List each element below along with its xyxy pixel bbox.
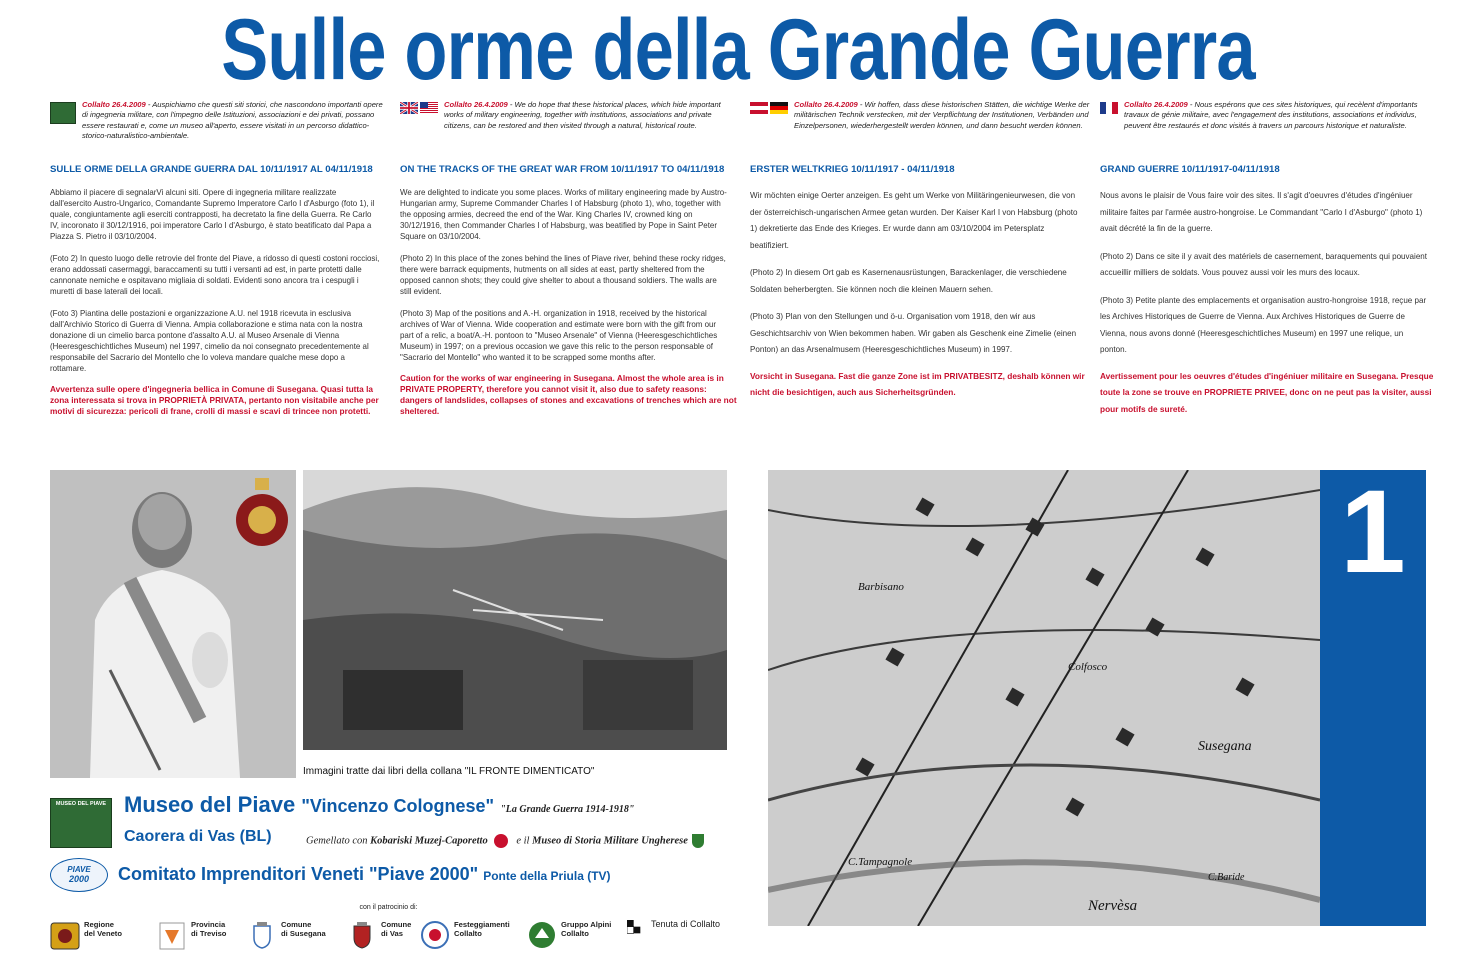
paragraph-photo2: (Photo 2) Dans ce site il y avait des matériels de casernement, baraquements qui pouvaient accueillir milliers de soldats. Vous pouvez aussi voir les murs des locaux. (1100, 250, 1428, 277)
warning-text: Vorsicht in Susegana. Fast die ganze Zone ist im PRIVATBESITZ, deshalb können wir nicht die besichtigen, auch aus Sicherheitsgründen. (750, 370, 1085, 397)
paragraph-photo3: (Photo 3) Map of the positions and A.-H. organization in 1918, received by the historical archives of War of Vienna. Wide cooperation and estimate were born with the gift from our part of a relic, a boat/A.-H. pontoon to "Museo Arsenale" of Vienna (Heeresgeschichtliches Museum) in 1997; on a previous occasion we gave this relic to the person responsable of "Sacrario del Montello" who wanted it to be scrapped some months after. (400, 309, 718, 362)
military-map-photo (768, 470, 1320, 926)
museum-name: Museo del Piave (124, 792, 296, 817)
warning-text: Avvertenza sulle opere d'ingegneria bellica in Comune di Susegana. Quasi tutta la zona interessata si trova in PROPRIETÀ PRIVATA, pertanto non visitabile anche per motivi di sicurezza: pericoli di frane, crolli di massi e scavi di trincee non protetti. (50, 384, 379, 416)
intro-block (400, 100, 740, 156)
column-heading: GRAND GUERRE 10/11/1917-04/11/1918 (1100, 164, 1280, 175)
piave-2000-logo: PIAVE 2000 (50, 858, 108, 892)
sponsor-tenuta-collalto: Tenuta di Collalto (627, 920, 720, 940)
column-heading: SULLE ORME DELLA GRANDE GUERRA DAL 10/11/1917 AL 04/11/1918 (50, 164, 373, 175)
museum-emblem-icon (50, 100, 76, 156)
paragraph-photo3: (Photo 3) Petite plante des emplacements et organisation austro-hongroise 1918, reçue par les Archives Historiques de Guerre de Vienna. Aux Archives Historiques de Guerre de Vienna, nous avons donné (Heeresgeschichtliches Museum) en 1997 une relique, un ponton. (1100, 294, 1427, 354)
paragraph-photo3: (Photo 3) Plan von den Stellungen und ö-u. Organisation vom 1918, den wir aus Geschichtsarchiv von Wien bekommen haben. Wir gaben als Geschenk eine Zimelie (einen Ponton) an das Arsenalmusem (Heeresgeschichtliches Museum) in 1997. (750, 311, 1077, 354)
paragraph-photo1: Nous avons le plaisir de Vous faire voir des sites. Il s'agit d'oeuvres d'études d'ingéniuer militaire faites par l'armée austro-hongroise. Le Commandant "Carlo I d'Asburgo" (photo 1) avait décrété la fin de la guerre. (1100, 190, 1423, 233)
intro-lead: Collalto 26.4.2009 (82, 100, 146, 109)
map-label: Nervèsa (1088, 898, 1138, 914)
emperor-portrait-photo (50, 470, 296, 778)
map-label: Colfosco (1068, 661, 1108, 673)
seal-icon (494, 834, 508, 848)
france-flag-icon (1100, 100, 1118, 156)
museum-quote: "Vincenzo Colognese" (301, 796, 495, 816)
comune-vas-crest-icon (347, 920, 377, 950)
hungary-crest-icon (692, 834, 704, 848)
uk-us-flags-icon (400, 100, 438, 156)
festeggiamenti-collalto-icon (420, 920, 450, 950)
map-label: Susegana (1198, 739, 1252, 754)
museum-place: Caorera di Vas (BL) (124, 828, 272, 845)
column-english (400, 100, 740, 417)
warning-text: Avertissement pour les oeuvres d'études d'ingéniuer militaire en Susegana. Presque toute la zone se trouve en PROPRIETE PRIVEE, donc on ne peut pas la visiter, aussi pour motifs de sureté. (1100, 370, 1434, 414)
column-german (750, 100, 1090, 401)
twinning-text: Gemellato con Kobariski Muzej-Caporetto e il Museo di Storia Militare Ungherese (306, 834, 704, 848)
panel-number: 1 (1340, 466, 1406, 598)
poster-title: Sulle orme della Grande Guerra (221, 2, 1255, 98)
column-heading: ON THE TRACKS OF THE GREAT WAR FROM 10/11/1917 TO 04/11/1918 (400, 164, 725, 175)
paragraph-photo3: (Foto 3) Piantina delle postazioni e organizzazione A.U. nel 1918 ricevuta in esclusiva dall'Archivio Storico di Guerra di Vienna. Ampia collaborazione e stima nata con la nostra donazione di un cimelio barca pontone d'assalto A.U. al Museo Arsenale di Vienna (Heeresgeschichtliches Museum) nel 1997, cimelio da noi consegnato precedentemente al responsabile del Sacrario del Montello che lo voleva mandare qualche mese dopo a rottamare. (50, 309, 369, 373)
sponsor-regione-veneto: Regione del Veneto (50, 920, 122, 950)
patronage-label: con il patrocinio di: (359, 904, 418, 911)
sponsor-festeggiamenti-collalto: Festeggiamenti Collalto (420, 920, 510, 950)
sponsor-logos (50, 920, 740, 966)
paragraph-photo2: (Photo 2) In diesem Ort gab es Kasernenausrüstungen, Barackenlager, die verschiedene Soldaten beherbergten. Sie können noch die kleinen Mauern sehen. (750, 267, 1067, 294)
map-label: Barbisano (858, 581, 904, 593)
column-italian (50, 100, 390, 417)
comune-susegana-crest-icon (247, 920, 277, 950)
panel-number-box (1320, 466, 1426, 926)
committee-place: Ponte della Priula (TV) (483, 869, 611, 883)
museum-logo: MUSEO DEL PIAVE (50, 798, 112, 848)
warning-text: Caution for the works of war engineering in Susegana. Almost the whole area is in PRIVATE PROPERTY, therefore you cannot visit it, also due to safety reasons: dangers of landslides, collapses of stones and excavations of trenches which are not sheltered. (400, 373, 737, 416)
museum-subtitle: "La Grande Guerra 1914-1918" (500, 804, 635, 815)
sponsor-gruppo-alpini: Gruppo Alpini Collalto (527, 920, 611, 950)
intro-text: - Wir hoffen, dass diese historischen Stätten, die wichtige Werke der militärischen Technik verstecken, mit der Verpflichtung der Institutionen, Verbänden und Einzelpersonen, wiederhergestellt werden können, und dann besucht werden können. (794, 100, 1090, 130)
paragraph-photo2: (Foto 2) In questo luogo delle retrovie del fronte del Piave, a ridosso di questi costoni rocciosi, erano addossati casermaggi, baraccamenti su tutti i versanti ad est, in parte protetti dalle cannonate nemiche e ospitavano migliaia di soldati. Evidenti sono ancora tra i cespugli i muretti di base laterali dei locali. (50, 254, 380, 296)
paragraph-photo1: We are delighted to indicate you some places. Works of military engineering made by Austro-Hungarian army, Supreme Commander Charles I of Habsburg (photo 1), who, together with the opposing armies, decreed the end of the War. King Charles IV, crowned king on 30/12/1916, then Commander Charles I of Habsburg, was beatified by Pope in Saint Peter Square on 03/10/2004. (400, 188, 727, 241)
photo-caption: Immagini tratte dai libri della collana "IL FRONTE DIMENTICATO" (303, 766, 595, 777)
paragraph-photo1: Abbiamo il piacere di segnalarVi alcuni siti. Opere di ingegneria militare realizzate dall'esercito Austro-Ungarico, Comandante Supremo Imperatore Carlo I d'Asburgo (foto 1), il quale, congiuntamente agli eserciti contrapposti, ha decretato la fine della Guerra. Re Carlo IV, incoronato il 30/12/1916, poi imperatore Carlo I d'Asburgo, è stato beatificato dal Papa a Piazza S. Pietro il 03/10/2004. (50, 188, 375, 241)
intro-lead: Collalto 26.4.2009 (794, 100, 858, 109)
column-french (1100, 100, 1440, 417)
intro-lead: Collalto 26.4.2009 (1124, 100, 1188, 109)
paragraph-photo2: (Photo 2) In this place of the zones behind the lines of Piave river, behind these rocky ridges, there were barrack equipments, hutments on all sides at east, partly sheltered from the opposed cannon shots; they could give shelter to about a thousand soldiers. The walls are still evident. (400, 254, 726, 296)
sponsor-comune-susegana: Comune di Susegana (247, 920, 326, 950)
intro-text: - We do hope that these historical places, which hide important works of military engineering, together with institutions, associations and private citizens, can be restored and then visited through a natural, historical route. (444, 100, 721, 130)
intro-text: - Auspichiamo che questi siti storici, che nascondono importanti opere di ingegneria militare, con l'impegno delle Istituzioni, associazioni e dei privati, possano essere restaurati e, come un museo all'aperto, essere visitati in un percorso didattico-storico-naturalistico-ambientale. (82, 100, 383, 140)
map-label: C.Baride (1208, 872, 1245, 883)
map-label: C.Tampagnole (848, 856, 913, 868)
provincia-treviso-icon (157, 920, 187, 950)
column-heading: ERSTER WELTKRIEG 10/11/1917 - 04/11/1918 (750, 164, 955, 175)
intro-block (750, 100, 1090, 156)
austria-germany-flags-icon (750, 100, 788, 156)
intro-text: - Nous espérons que ces sites historiques, qui recèlent d'importants travaux de génie militaire, avec l'engagement des institutions, associations et individus, peuvent être restaurés et donc visités à travers un parcours historique et naturaliste. (1124, 100, 1418, 130)
intro-lead: Collalto 26.4.2009 (444, 100, 508, 109)
tenuta-collalto-icon (627, 920, 647, 940)
intro-block (50, 100, 390, 156)
sponsor-provincia-treviso: Provincia di Treviso (157, 920, 226, 950)
barracks-photo (303, 470, 727, 750)
gruppo-alpini-icon (527, 920, 557, 950)
intro-block (1100, 100, 1440, 156)
sponsor-comune-vas: Comune di Vas (347, 920, 411, 950)
regione-veneto-icon (50, 920, 80, 950)
committee-name: Comitato Imprenditori Veneti "Piave 2000" (118, 864, 479, 884)
paragraph-photo1: Wir möchten einige Oerter anzeigen. Es geht um Werke von Militäringenieurwesen, die von der österreichisch-ungarischen Armee getan wurden. Der Kaiser Karl I von Habsburg (photo 1) dekretierte das Ende des Krieges. Er wurde dann am 03/10/2004 im Petersplatz beatifiziert. (750, 190, 1078, 250)
